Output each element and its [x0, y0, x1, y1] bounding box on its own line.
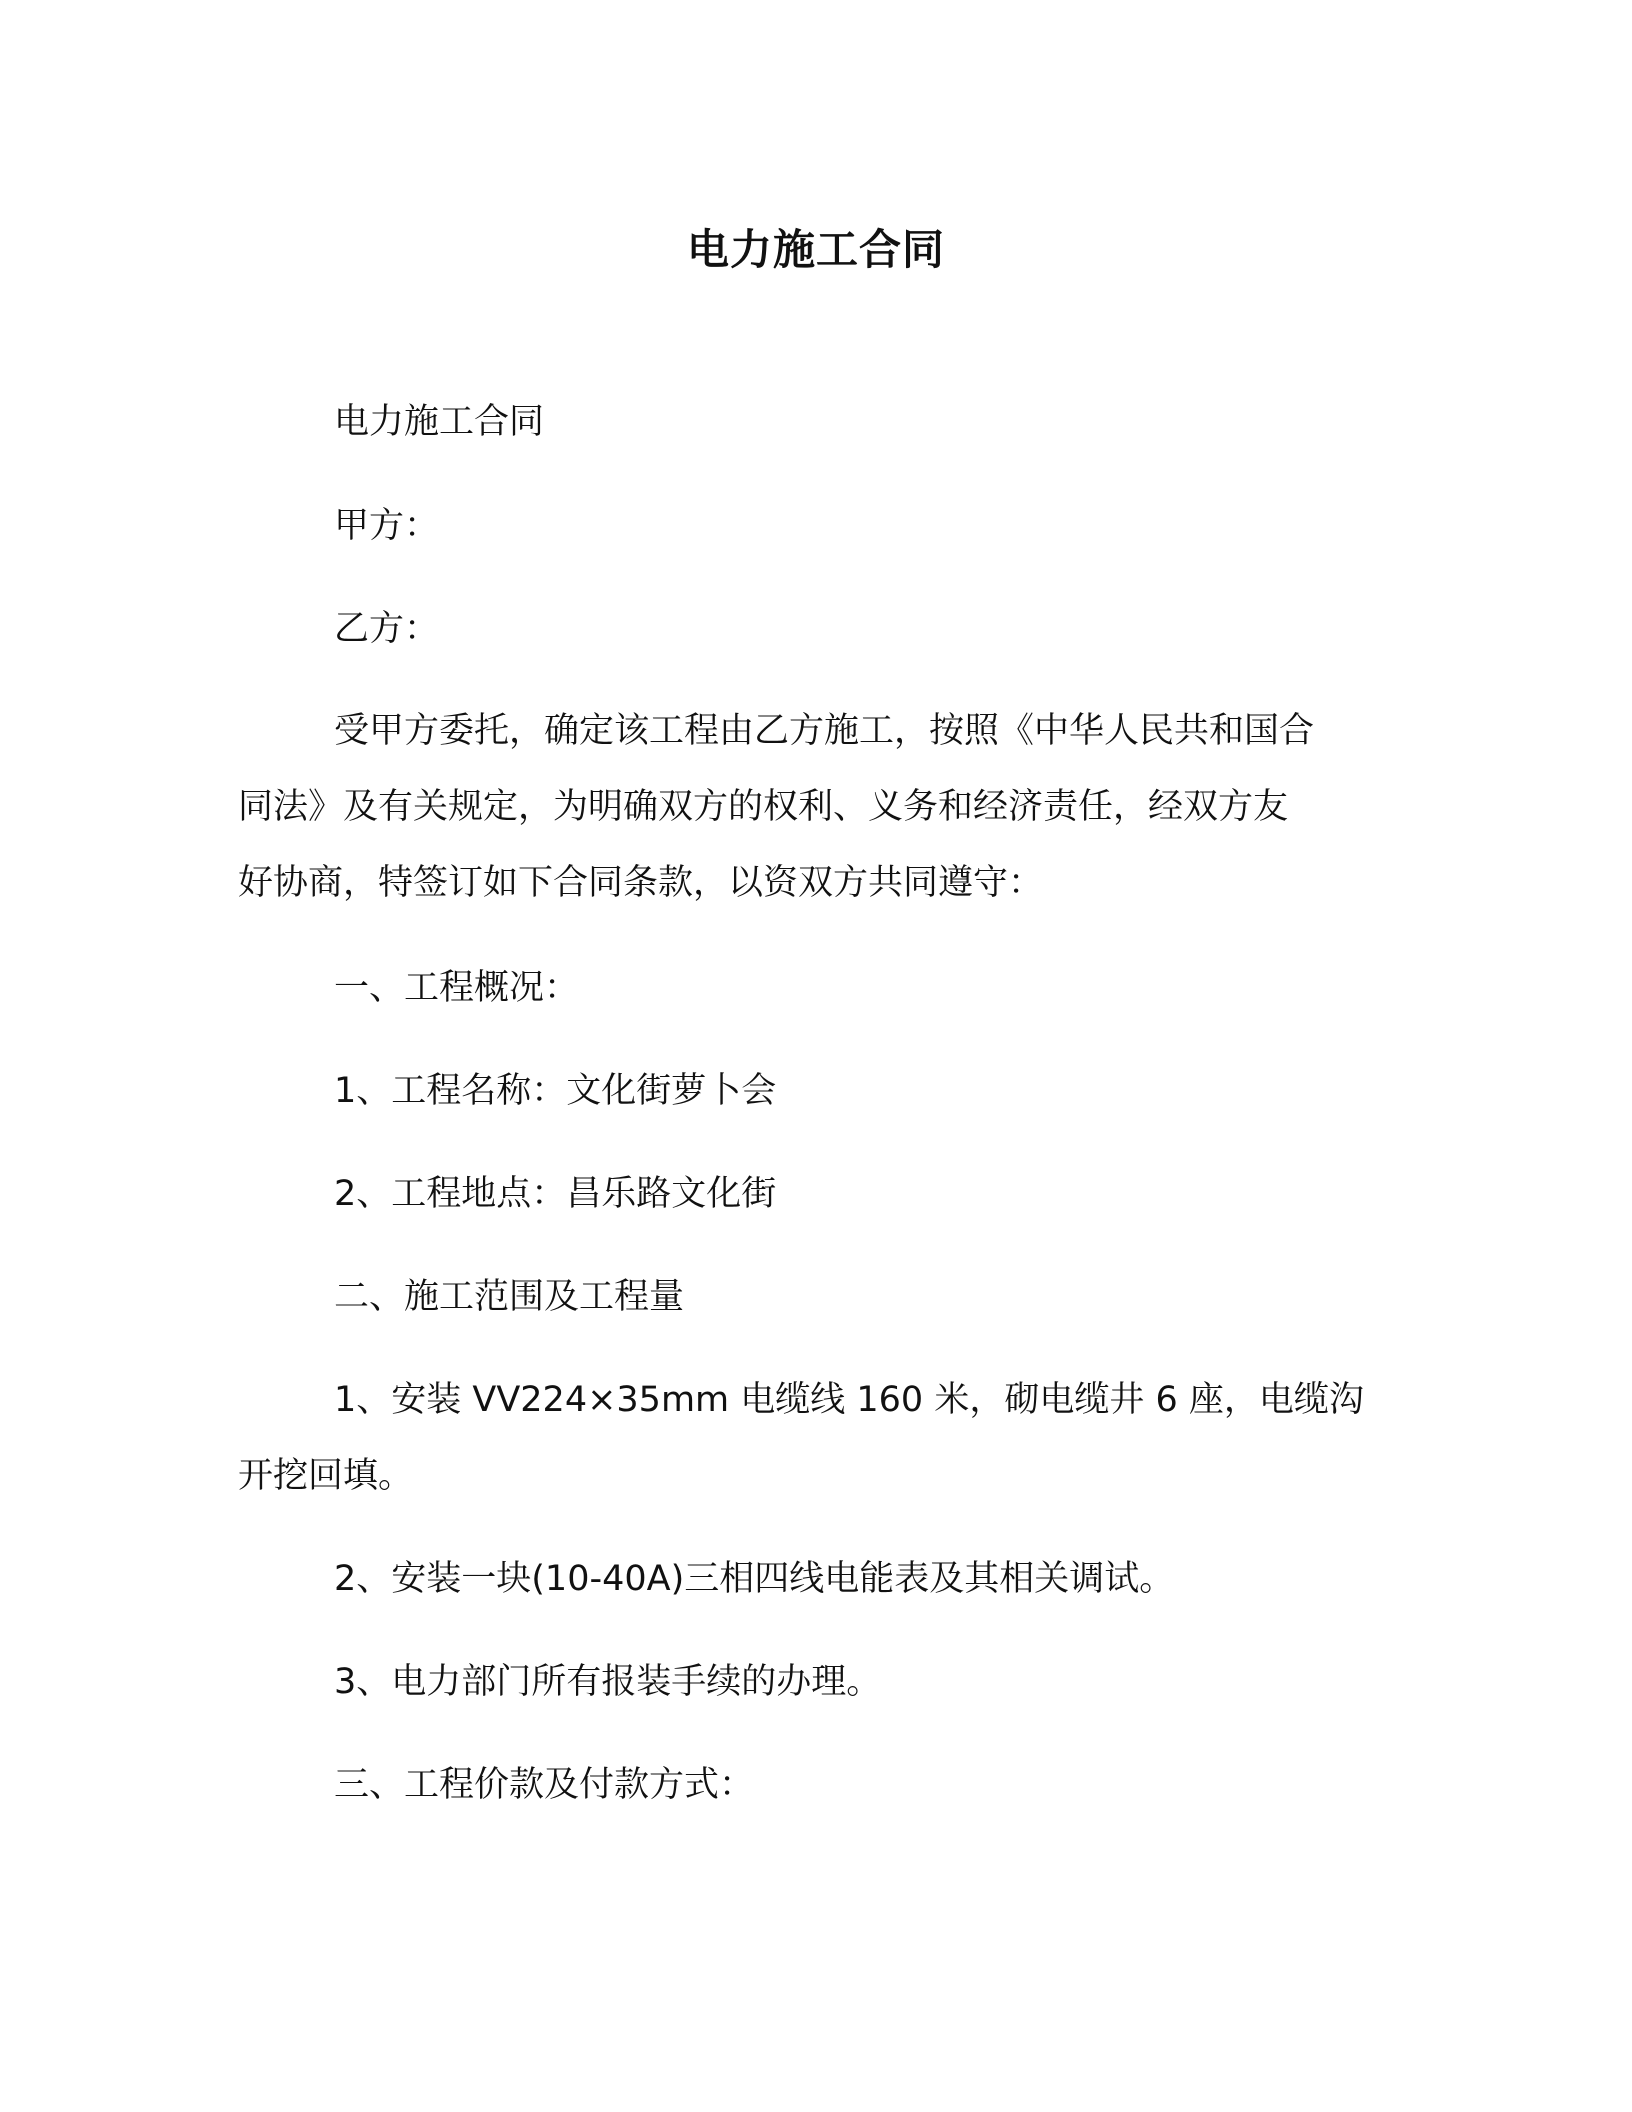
section-2-heading: 二、施工范围及工程量 [334, 1277, 685, 1317]
document-title: 电力施工合同 [686, 225, 945, 274]
section-2-item-1-line-2: 开挖回填。 [238, 1456, 414, 1496]
section-1-item-2: 2、工程地点：昌乐路文化街 [334, 1174, 777, 1214]
intro-line-1: 受甲方委托，确定该工程由乙方施工，按照《中华人民共和国合 [334, 711, 1315, 751]
intro-paragraph [238, 693, 1388, 921]
section-2-item-1-line-1: 1、安装 VV224×35mm 电缆线 160 米，砌电缆井 6 座，电缆沟 [334, 1380, 1364, 1420]
section-1-heading: 一、工程概况： [334, 968, 580, 1008]
section-2-item-2: 2、安装一块(10-40A)三相四线电能表及其相关调试。 [334, 1559, 1175, 1599]
section-3-heading: 三、工程价款及付款方式： [334, 1765, 755, 1805]
section-2-item-3: 3、电力部门所有报装手续的办理。 [334, 1662, 882, 1702]
intro-line-3: 好协商，特签订如下合同条款，以资双方共同遵守： [238, 863, 1044, 903]
section-1-item-1: 1、工程名称：文化街萝卜会 [334, 1071, 777, 1111]
intro-line-2: 同法》及有关规定，为明确双方的权利、义务和经济责任，经双方友 [238, 787, 1289, 827]
section-2-item-1 [238, 1362, 1388, 1514]
subtitle: 电力施工合同 [334, 402, 545, 442]
party-b-label: 乙方： [334, 609, 440, 649]
party-a-label: 甲方： [334, 506, 440, 546]
